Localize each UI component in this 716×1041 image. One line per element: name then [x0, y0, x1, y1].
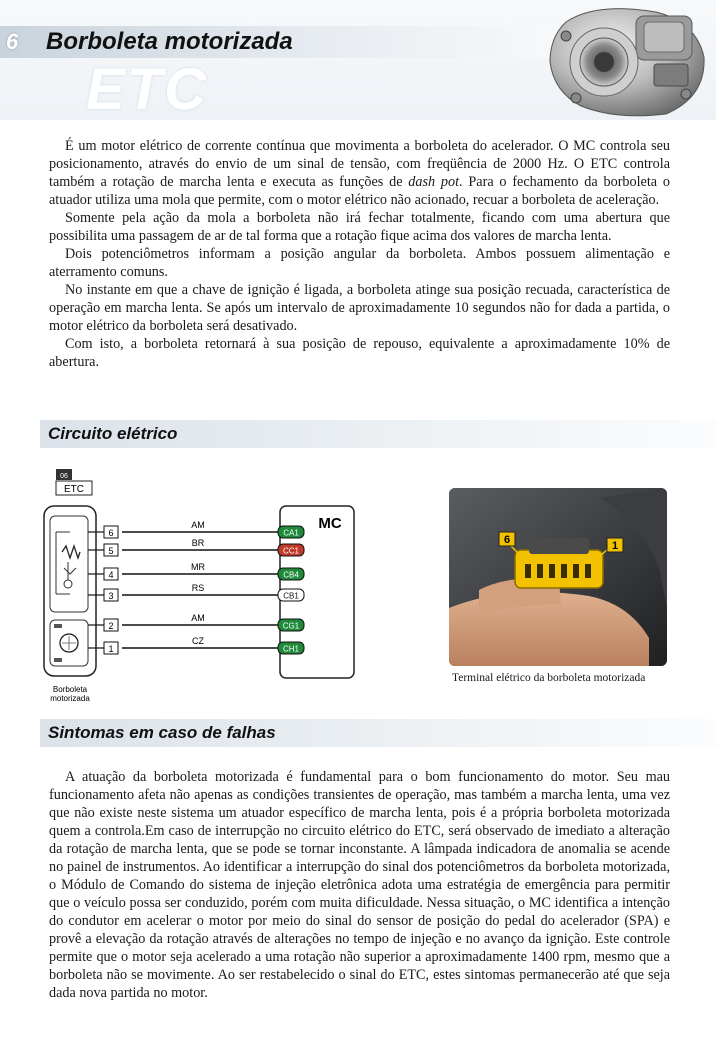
- component-label: ETC: [64, 484, 84, 495]
- wiper-icon: [64, 580, 72, 588]
- symptoms-section-title: Sintomas em caso de falhas: [48, 723, 276, 742]
- wires-group: [88, 520, 304, 654]
- photo-pin-1-label: 1: [611, 540, 619, 552]
- chapter-number: 6: [6, 29, 19, 54]
- pin-number-3: 3: [108, 591, 114, 601]
- throttle-body-image: [536, 2, 712, 120]
- component-code: 06: [60, 473, 68, 480]
- intro-paragraph-1: É um motor elétrico de corrente contínua que movimenta a borboleta do acelerador. O MC controla seu posicionamento, através do envio de um sinal de tensão, com freqüência de 2000 Hz. O ETC controla também a rotação de marcha lenta e executa as funções de dash pot. Para o fechamento da borboleta o atuador utiliza uma mola que permite, com o motor elétrico não acionado, recuar a borboleta de aceleração.: [49, 138, 670, 208]
- intro-paragraph-3: Dois potenciômetros informam a posição angular da borboleta. Ambos possuem alimentação e aterramento comuns.: [49, 246, 670, 280]
- photo-caption: Terminal elétrico da borboleta motorizada: [452, 672, 646, 684]
- page-title: Borboleta motorizada: [46, 28, 293, 55]
- wiring-diagram: [40, 466, 360, 706]
- terminal-label-CH1: CH1: [282, 644, 300, 654]
- wire-color-code-6: AM: [191, 520, 205, 530]
- connector-photo: [449, 488, 667, 666]
- terminal-label-CB4: CB4: [283, 570, 299, 580]
- wire-color-code-4: MR: [191, 562, 205, 572]
- pin-number-4: 4: [108, 570, 114, 580]
- terminal-label-CA1: CA1: [283, 528, 299, 538]
- pin-number-6: 6: [108, 528, 114, 538]
- terminal-label-CB1: CB1: [283, 591, 299, 601]
- symptoms-text: [49, 768, 670, 1002]
- mc-module-label: MC: [318, 515, 342, 532]
- connector-photo-illustration: [449, 488, 667, 666]
- intro-text: [49, 137, 670, 371]
- wire-color-code-5: BR: [191, 538, 205, 548]
- etc-watermark: ETC: [86, 57, 208, 122]
- pin-number-1: 1: [108, 644, 114, 654]
- photo-pin-6-label: 6: [503, 534, 511, 546]
- pin-number-2: 2: [108, 621, 114, 631]
- symptoms-paragraph: A atuação da borboleta motorizada é fundamental para o bom funcionamento do motor. Seu mau funcionamento afeta não apenas as condições transientes de operação, mas também a marcha lenta, uma vez que não existe neste sistema um atuador específico de marcha lenta, pois é a própria borboleta motorizada quem a controla.Em caso de interrupção no circuito elétrico do ETC, será observado de imediato a alteração da rotação de marcha lenta, que se pode se tornar inconstante. A lâmpada indicadora de anomalia se acende no painel de instrumentos. Ao identificar a interrupção do sinal dos potenciômetros da borboleta motorizada, o Módulo de Comando do sistema de injeção eletrônica adota uma estratégia de emergência para permitir que o veículo possa ser conduzido, porém com muita dificuldade. Nessa situação, o MC identifica a intenção do condutor em acelerar o motor por meio do sinal do sensor de posição do pedal do acelerador (SPA) e provê a elevação da rotação através de alterações no tempo de injeção e no avanço da ignição. Este controle permite que o motor seja acelerado a uma rotação não superior a aproximadamente 1400 rpm, mesmo que a borboleta não se movimente. Ao ser restabelecido o sinal do ETC, estes sintomas permanecerão até que seja dada nova partida no motor.: [49, 769, 670, 1001]
- pin-number-5: 5: [108, 546, 114, 556]
- intro-paragraph-5: Com isto, a borboleta retornará à sua posição de repouso, equivalente a aproximadamente 10% de abertura.: [49, 336, 670, 370]
- wire-color-code-3: RS: [191, 583, 205, 593]
- terminal-label-CC1: CC1: [282, 546, 300, 556]
- intro-paragraph-2: Somente pela ação da mola a borboleta não irá fechar totalmente, ficando com uma abertura que possibilita uma passagem de ar de tal forma que a rotação fique acima dos valores de marcha lenta.: [49, 210, 670, 244]
- circuit-section-title: Circuito elétrico: [48, 424, 178, 443]
- intro-paragraph-4: No instante em que a chave de ignição é ligada, a borboleta atinge sua posição recuada, característica de operação em marcha lenta. Se após um intervalo de aproximadamente 10 segundos não for dada a partida, o motor elétrico da borboleta será desativado.: [49, 282, 670, 334]
- wire-color-code-2: AM: [191, 613, 205, 623]
- component-caption-line1: Borboleta: [52, 685, 88, 694]
- terminal-label-CG1: CG1: [282, 621, 300, 631]
- component-caption-line2: motorizada: [50, 694, 90, 703]
- wire-color-code-1: CZ: [192, 636, 204, 646]
